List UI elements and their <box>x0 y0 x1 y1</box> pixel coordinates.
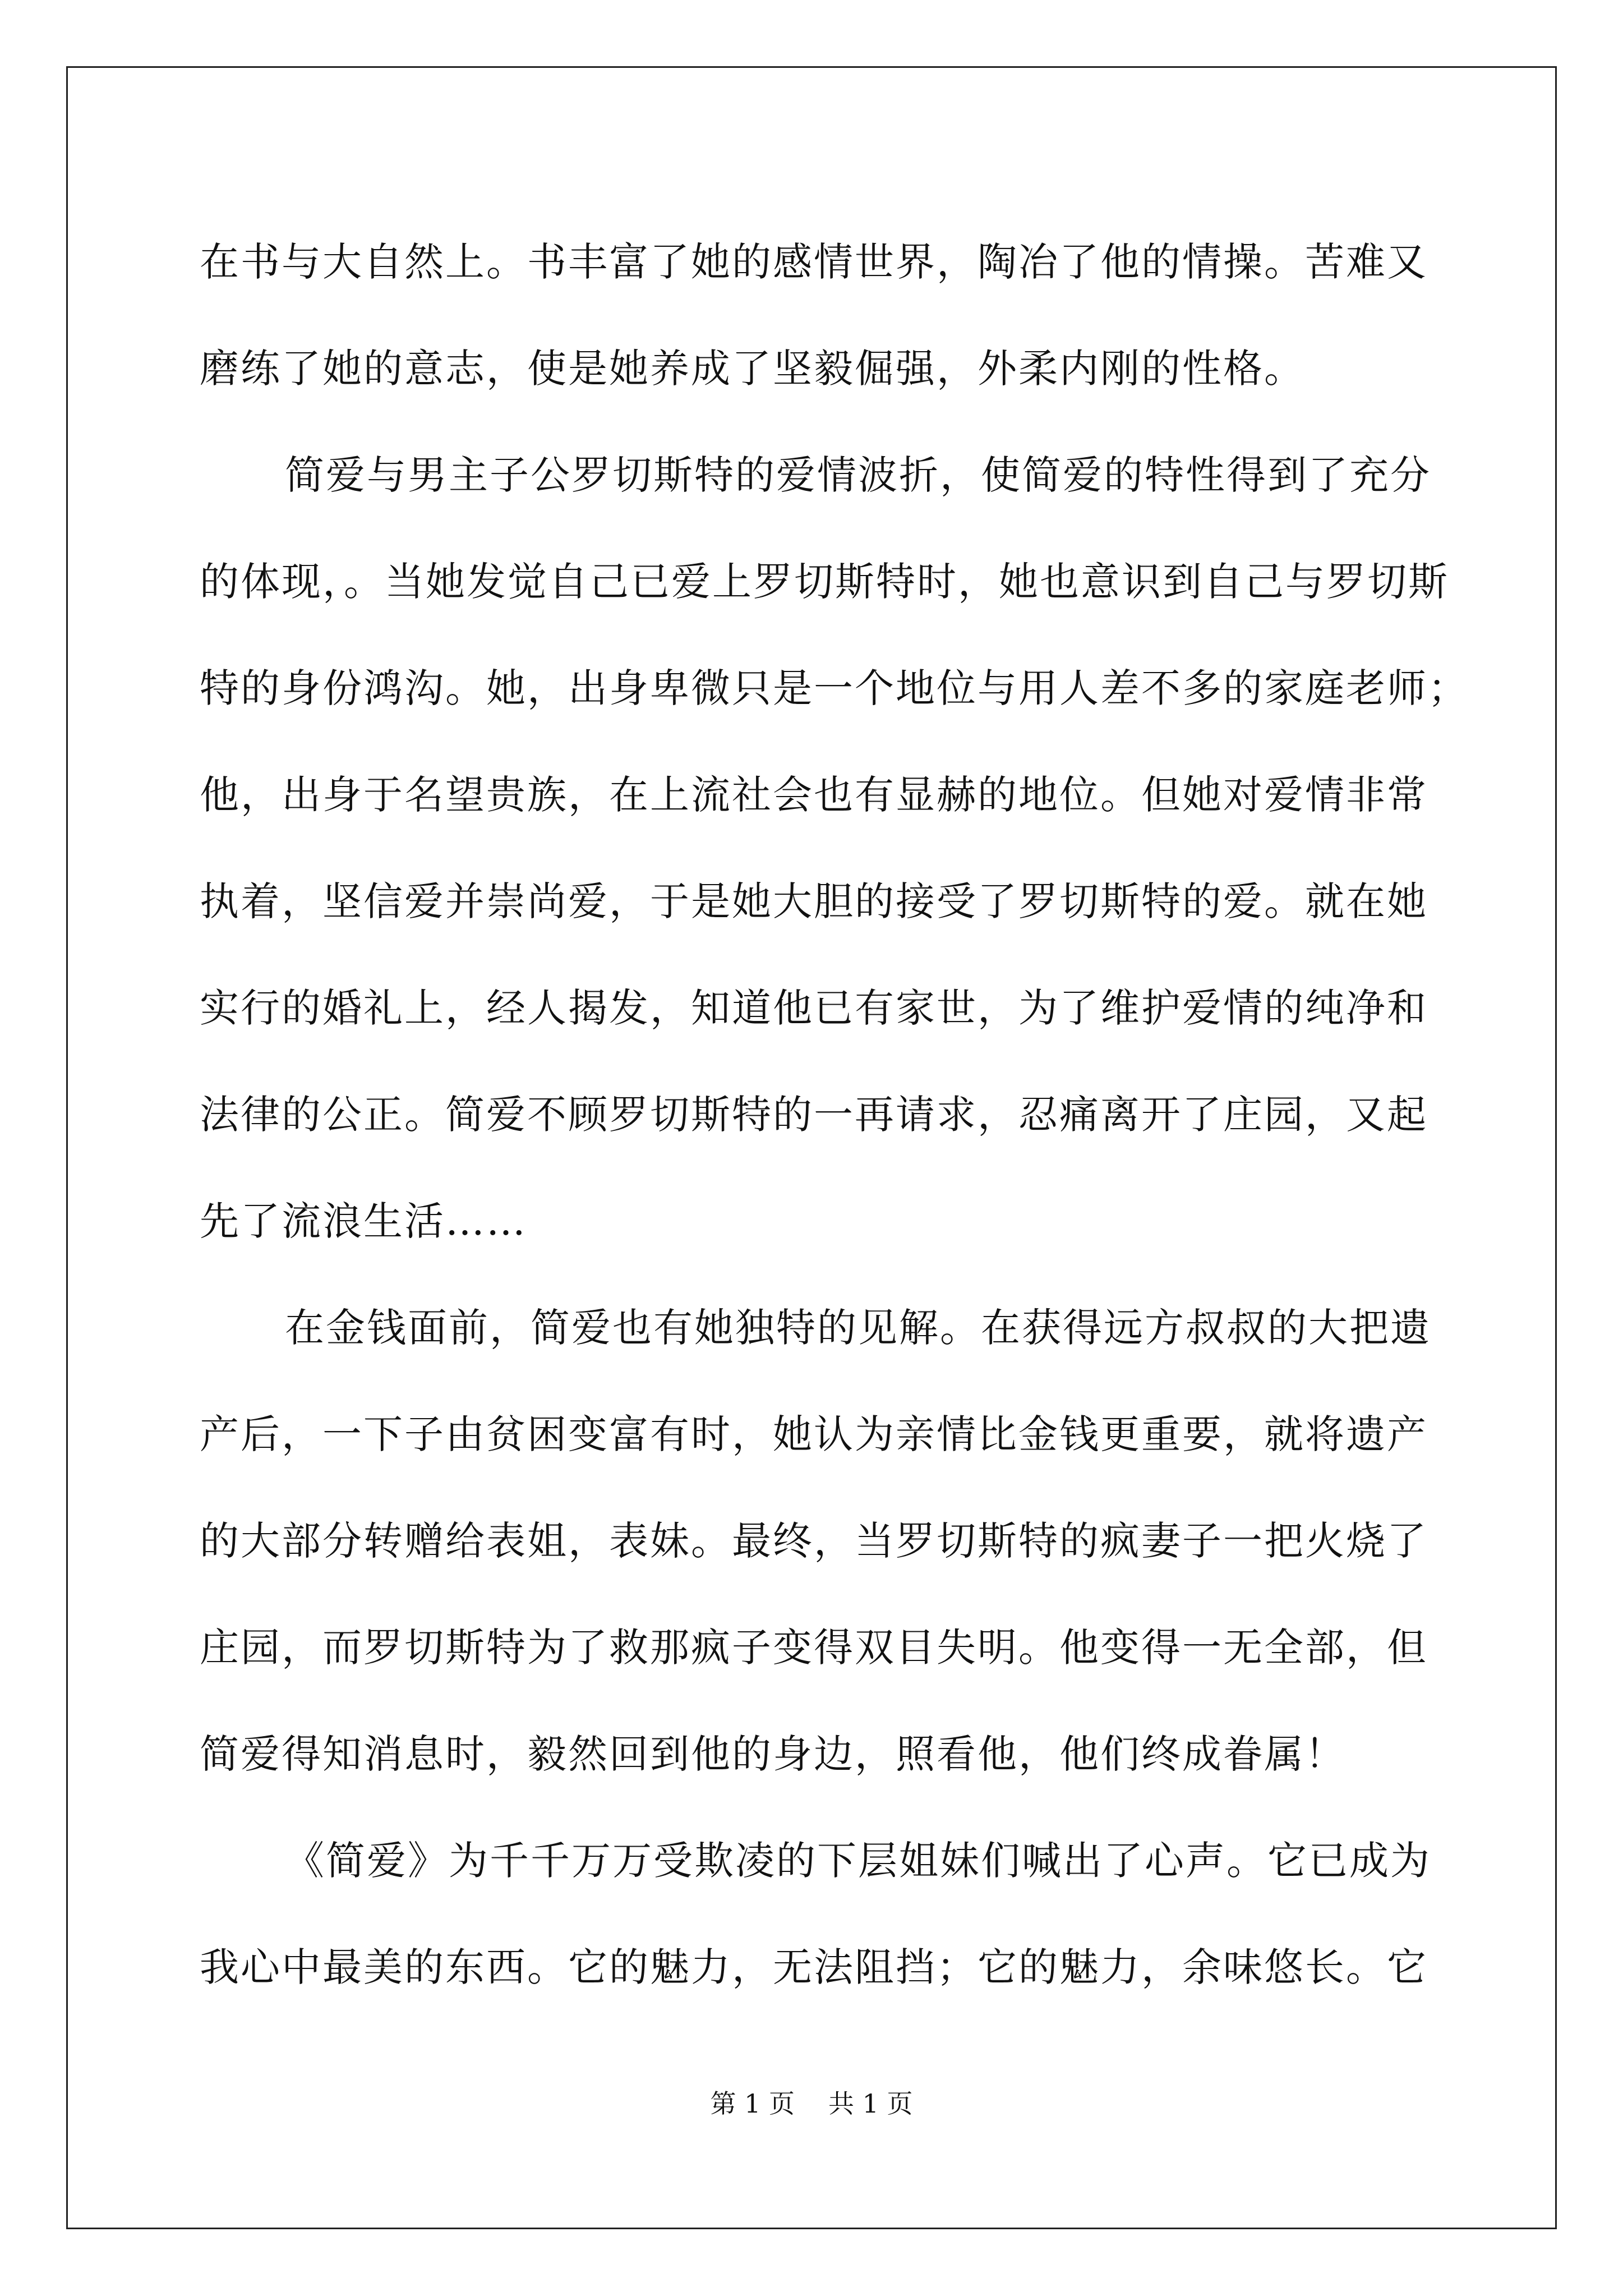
text-line: 简爱得知消息时，毅然回到他的身边，照看他，他们终成眷属！ <box>200 1731 1346 1777</box>
paragraph-start-line: 《简爱》为千千万万受欺凌的下层姐妹们喊出了心声。它已成为 <box>285 1838 1431 1884</box>
text-line: 他，出身于名望贵族，在上流社会也有显赫的地位。但她对爱情非常 <box>200 772 1428 818</box>
page-total: 共 1 页 <box>828 2088 913 2119</box>
text-line: 产后，一下子由贫困变富有时，她认为亲情比金钱更重要，就将遗产 <box>200 1411 1428 1457</box>
text-line: 庄园，而罗切斯特为了救那疯子变得双目失明。他变得一无全部，但 <box>200 1625 1428 1671</box>
text-line: 实行的婚礼上，经人揭发，知道他已有家世，为了维护爱情的纯净和 <box>200 985 1428 1031</box>
text-line: 法律的公正。简爱不顾罗切斯特的一再请求，忍痛离开了庄园，又起 <box>200 1092 1428 1138</box>
text-line: 的体现，。当她发觉自己已爱上罗切斯特时，她也意识到自己与罗切斯 <box>200 559 1449 605</box>
paragraph-start-line: 在金钱面前，简爱也有她独特的见解。在获得远方叔叔的大把遗 <box>285 1305 1431 1351</box>
text-line: 在书与大自然上。书丰富了她的感情世界，陶冶了他的情操。苦难又 <box>200 239 1428 285</box>
document-body <box>200 209 1469 2021</box>
paragraph-start-line: 简爱与男主子公罗切斯特的爱情波折，使简爱的特性得到了充分 <box>285 452 1431 498</box>
text-line: 我心中最美的东西。它的魅力，无法阻挡；它的魅力，余味悠长。它 <box>200 1944 1428 1990</box>
page-number: 第 1 页 <box>710 2088 795 2119</box>
text-line: 先了流浪生活…… <box>200 1198 527 1244</box>
text-line: 执着，坚信爱并崇尚爱，于是她大胆的接受了罗切斯特的爱。就在她 <box>200 878 1428 924</box>
text-line: 的大部分转赠给表姐，表妹。最终，当罗切斯特的疯妻子一把火烧了 <box>200 1518 1428 1564</box>
text-line: 特的身份鸿沟。她，出身卑微只是一个地位与用人差不多的家庭老师； <box>200 665 1469 711</box>
text-line: 磨练了她的意志，使是她养成了坚毅倔强，外柔内刚的性格。 <box>200 346 1305 392</box>
page-footer <box>0 2087 1623 2120</box>
